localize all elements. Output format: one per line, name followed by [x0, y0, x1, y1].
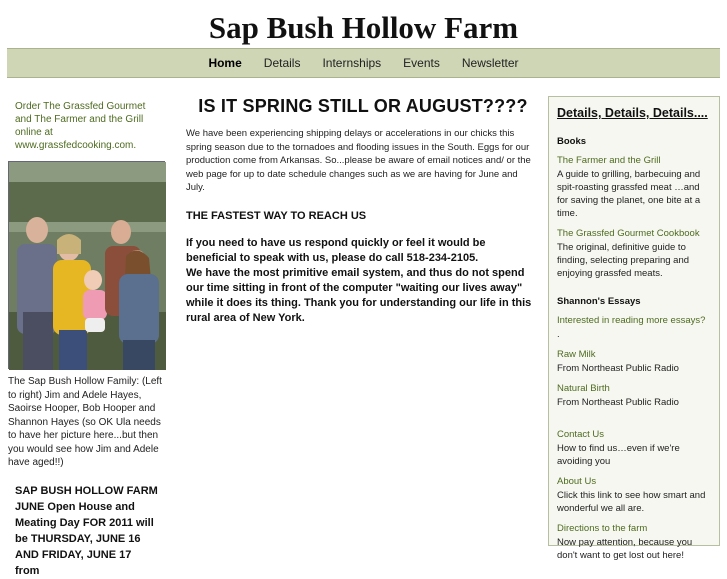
promo-link[interactable]: Order The Grassfed Gourmet and The Farmer and the Grill online at www.grassfedcooking.com.	[15, 101, 146, 151]
spacer	[557, 409, 711, 421]
book-grassfed-gourmet-link[interactable]: The Grassfed Gourmet Cookbook	[557, 228, 700, 239]
call-us-paragraph	[186, 236, 536, 326]
natural-birth-link[interactable]: Natural Birth	[557, 383, 610, 394]
details-title-link[interactable]: Details, Details, Details....	[557, 106, 708, 120]
directions-desc: Now pay attention, because you don't want to get lost out here!	[557, 537, 693, 561]
book-grassfed-gourmet-desc: The original, definitive guide to finding, selecting preparing and enjoying grassfed meats.	[557, 242, 690, 279]
natural-birth-desc: From Northeast Public Radio	[557, 397, 679, 408]
site-title: Sap Bush Hollow Farm	[208, 10, 519, 45]
right-sidebar	[548, 96, 720, 561]
nav-internships[interactable]: Internships	[322, 56, 382, 70]
main-nav	[7, 48, 720, 78]
fastest-way-heading: THE FASTEST WAY TO REACH US	[186, 209, 367, 222]
shipping-notice: We have been experiencing shipping delays or accelerations in our chicks this spring season due to the tornadoes and flooding issues in the South. Eggs for our production come from Arkansas. So...please be aware of email notices and/ or the web page for up to date schedule changes such as we are having for June and July.	[186, 128, 531, 193]
books-heading: Books	[557, 136, 587, 147]
raw-milk-desc: From Northeast Public Radio	[557, 363, 679, 374]
family-photo	[8, 161, 165, 369]
call-us-text: If you need to have us respond quickly or feel it would be beneficial to speak with us, please do call 518-234-2105.	[186, 236, 486, 264]
main-content	[186, 96, 536, 326]
nav-events[interactable]: Events	[403, 56, 440, 70]
email-system-text: We have the most primitive email system, and thus do not spend our time sitting in front of the computer "waiting our lives away" while it does its thing. Thank you for understanding our life in this rural area of New York.	[186, 266, 532, 324]
book-farmer-grill-link[interactable]: The Farmer and the Grill	[557, 155, 661, 166]
nav-newsletter[interactable]: Newsletter	[461, 56, 519, 70]
contact-us-link[interactable]: Contact Us	[557, 429, 604, 440]
left-sidebar	[8, 100, 165, 579]
essays-heading: Shannon's Essays	[557, 296, 641, 307]
book-farmer-grill-desc: A guide to grilling, barbecuing and spit-roasting grassfed meat …and for saving the planet, one bite at a time.	[557, 169, 701, 219]
main-headline: IS IT SPRING STILL OR AUGUST????	[198, 96, 528, 116]
open-house-announcement: SAP BUSH HOLLOW FARM JUNE Open House and Meating Day FOR 2011 will be THURSDAY, JUNE 16 AND FRIDAY, JUNE 17 from	[15, 484, 158, 577]
photo-caption: The Sap Bush Hollow Family: (Left to right) Jim and Adele Hayes, Saoirse Hooper, Bob Hooper and Shannon Hayes (so OK Ula needs to have her picture here...but then you would see how Jim and Adele have aged!!)	[8, 376, 162, 468]
nav-details[interactable]: Details	[263, 56, 301, 70]
about-us-desc: Click this link to see how smart and wonderful we all are.	[557, 490, 706, 514]
directions-link[interactable]: Directions to the farm	[557, 523, 648, 534]
more-essays-link[interactable]: Interested in reading more essays?	[557, 315, 706, 326]
about-us-link[interactable]: About Us	[557, 476, 597, 487]
nav-home[interactable]: Home	[208, 56, 242, 70]
contact-us-desc: How to find us…even if we're avoiding you	[557, 443, 680, 467]
essays-dot: .	[557, 329, 560, 340]
raw-milk-link[interactable]: Raw Milk	[557, 349, 596, 360]
